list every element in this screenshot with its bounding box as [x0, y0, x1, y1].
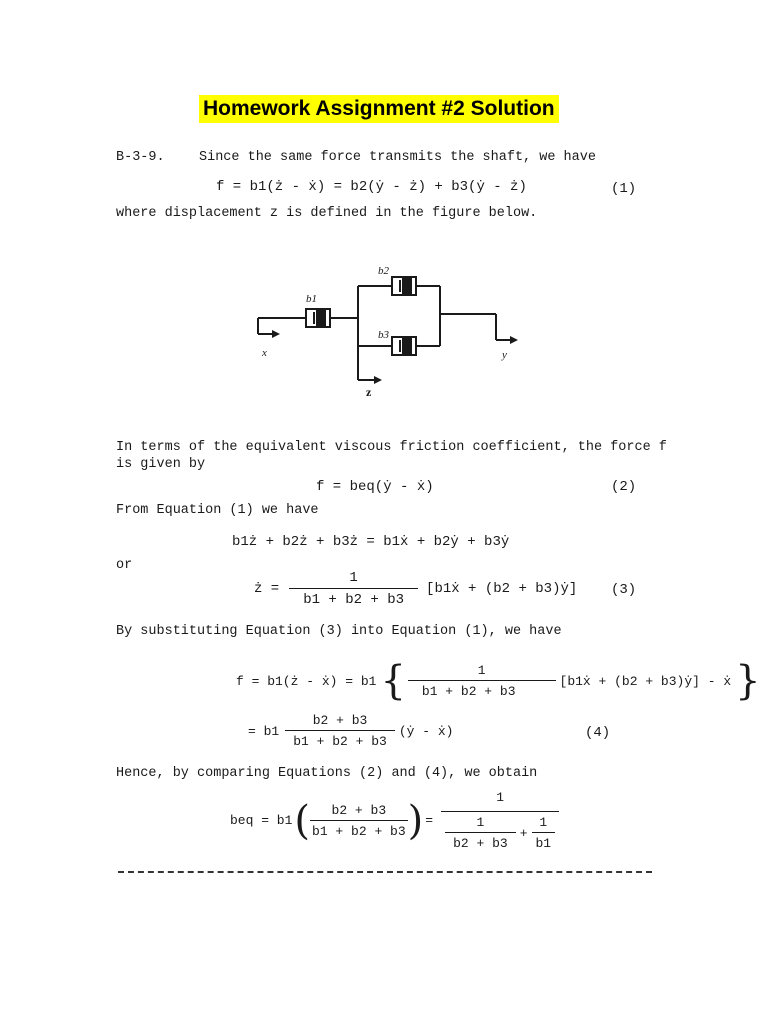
problem-id: B-3-9. — [116, 150, 165, 165]
z-label: z — [366, 385, 372, 399]
beq-lhs: beq = b1 — [230, 813, 293, 828]
x-label: x — [262, 347, 267, 359]
damper-diagram — [250, 262, 520, 402]
beq-inner-numerator: b2 + b3 — [331, 802, 387, 818]
equation-4-fraction — [285, 713, 395, 749]
equation-3-denominator: b1 + b2 + b3 — [289, 588, 418, 608]
beq-term1-numerator: 1 — [476, 815, 485, 830]
equation-2-number: (2) — [611, 479, 637, 495]
beq-plus: + — [519, 825, 528, 841]
beq-term1-denominator: b2 + b3 — [445, 832, 516, 851]
equiv-text-line1: In terms of the equivalent viscous friction coefficient, the force f — [116, 440, 667, 455]
equation-1: f = b1(ż - ẋ) = b2(ẏ - ż) + b3(ẏ - ż) — [216, 179, 527, 195]
equation-3-fraction — [289, 570, 418, 608]
equation-3-rhs: [b1ẋ + (b2 + b3)ẏ] — [426, 581, 578, 597]
equation-3-lhs: ż = — [254, 581, 280, 597]
beq-outer-denominator — [441, 811, 559, 851]
dashed-divider — [118, 871, 652, 873]
beq-outer-fraction — [441, 790, 559, 851]
equation-f-lhs: f = b1(ż - ẋ) = b1 — [236, 673, 377, 689]
beq-equals: = — [425, 813, 434, 828]
equation-f-rhs: [b1ẋ + (b2 + b3)ẏ] - ẋ — [559, 673, 732, 689]
equation-f-expanded — [236, 658, 761, 704]
equation-4-number: (4) — [585, 725, 611, 741]
equation-2: f = beq(ẏ - ẋ) — [316, 479, 434, 495]
beq-term2 — [532, 815, 556, 851]
b3-label: b3 — [378, 329, 389, 341]
equation-3-numerator: 1 — [349, 570, 358, 586]
from-equation-1-text: From Equation (1) we have — [116, 503, 319, 518]
equation-3-number: (3) — [611, 582, 637, 598]
beq-term2-numerator: 1 — [539, 815, 548, 830]
beq-inner-denominator: b1 + b2 + b3 — [310, 820, 408, 839]
equation-4-denominator: b1 + b2 + b3 — [285, 730, 395, 749]
b2-label: b2 — [378, 265, 389, 277]
figure-caption: where displacement z is defined in the figure below. — [116, 206, 538, 221]
equation-f-numerator: 1 — [477, 663, 486, 678]
or-text: or — [116, 558, 133, 573]
left-paren: ( — [294, 797, 311, 844]
equation-1-number: (1) — [611, 181, 637, 197]
equation-beq — [230, 790, 559, 851]
equation-4 — [248, 713, 453, 749]
equation-sum: b1ż + b2ż + b3ż = b1ẋ + b2ẏ + b3ẏ — [232, 534, 510, 550]
compare-text: Hence, by comparing Equations (2) and (4), we obtain — [116, 766, 538, 781]
b1-label: b1 — [306, 293, 317, 305]
substitution-text: By substituting Equation (3) into Equation (1), we have — [116, 624, 562, 639]
right-brace: } — [735, 658, 761, 704]
equiv-text-line2: is given by — [116, 457, 206, 472]
beq-term1 — [445, 815, 516, 851]
page-title: Homework Assignment #2 Solution — [199, 95, 559, 123]
left-brace: { — [380, 658, 406, 704]
equation-3 — [254, 570, 577, 608]
equation-f-fraction — [408, 663, 556, 699]
y-label: y — [502, 349, 507, 361]
beq-outer-numerator: 1 — [496, 790, 504, 805]
equation-4-rhs: (ẏ - ẋ) — [398, 723, 454, 739]
equation-f-denominator: b1 + b2 + b3 — [408, 680, 556, 699]
beq-term2-denominator: b1 — [532, 832, 556, 851]
beq-inner-fraction — [310, 803, 408, 839]
intro-text: Since the same force transmits the shaft, we have — [199, 150, 596, 165]
right-paren: ) — [407, 797, 424, 844]
equation-4-numerator: b2 + b3 — [312, 713, 368, 728]
equation-4-lhs: = b1 — [248, 723, 280, 739]
